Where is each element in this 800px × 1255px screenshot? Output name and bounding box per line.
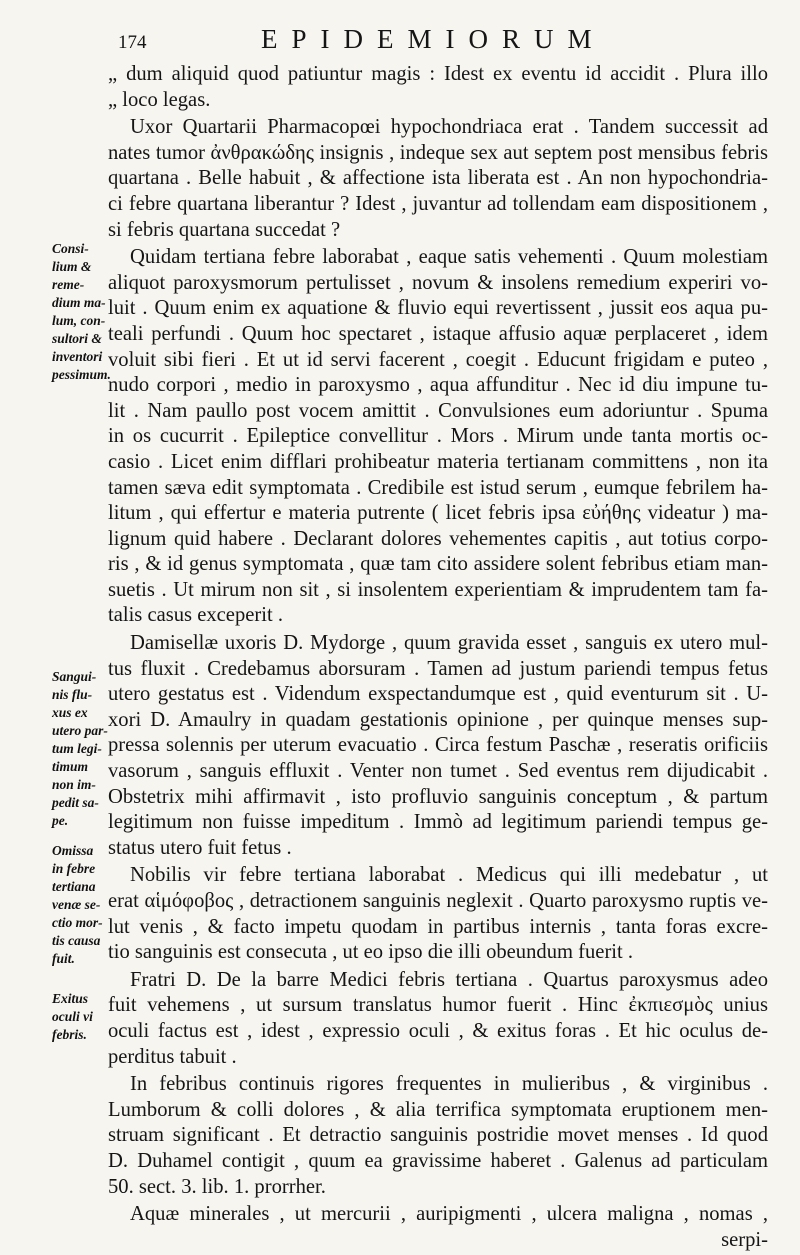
text-line: Quidam tertiana febre laborabat , eaque satis vehementi . Quum molestiam bbox=[130, 246, 768, 269]
text-line: Aquæ minerales , ut mercurii , auripigmenti , ulcera maligna , nomas , bbox=[130, 1203, 768, 1226]
text-line: aliquot paroxysmorum pertulisset , novum & insolens remedium experiri vo- bbox=[108, 271, 768, 294]
text-line: nudo corpori , medio in paroxysmo , aqua affunditur . Nec id diu impune tu- bbox=[108, 374, 768, 397]
text-line: talis casus exceperit . bbox=[108, 604, 283, 627]
paragraph-p4 bbox=[108, 631, 768, 861]
text-line: D. Duhamel contigit , quum ea gravissime haberet . Galenus ad particulam bbox=[108, 1149, 768, 1172]
text-line: ris , & id genus symptomata , quæ tam cito assidere solent febribus etiam man- bbox=[108, 553, 768, 576]
text-line: tus fluxit . Credebamus aborsuram . Tamen ad justum pariendi tempus fetus bbox=[108, 657, 768, 680]
text-line: xori D. Amaulry in quadam gestationis opinione , per quinque menses sup- bbox=[108, 708, 768, 731]
text-line: oculi factus est , idest , expressio oculi , & exitus foras . Et hic oculus de- bbox=[108, 1019, 768, 1042]
text-line: Damisellæ uxoris D. Mydorge , quum gravida esset , sanguis ex utero mul- bbox=[130, 632, 768, 655]
text-line: utero gestatus est . Videndum exspectandumque est , quid eventurum sit . U- bbox=[108, 683, 768, 706]
margin-note-line: sultori & bbox=[52, 331, 102, 346]
text-line: serpi- bbox=[721, 1228, 768, 1251]
text-line: perditus tabuit . bbox=[108, 1045, 237, 1068]
margin-note-line: Sangui- bbox=[52, 669, 97, 684]
body-text bbox=[108, 62, 768, 1255]
margin-note-line: tum legi- bbox=[52, 741, 102, 756]
text-line: pressa solennis per uterum evacuatio . Circa festum Paschæ , reseratis orificiis bbox=[108, 734, 768, 757]
margin-note-line: timum bbox=[52, 759, 89, 774]
text-line: lignum quid habere . Declarant dolores vehementes capitis , aut totius corpo- bbox=[108, 527, 768, 550]
text-line: Lumborum & colli dolores , & alia terrifica symptomata eruptionem men- bbox=[108, 1098, 768, 1121]
margin-note-line: febris. bbox=[52, 1027, 87, 1042]
paragraph-p3 bbox=[108, 245, 768, 629]
text-line: „ dum aliquid quod patiuntur magis : Idest ex eventu id accidit . Plura illo bbox=[108, 63, 768, 85]
page-header bbox=[118, 24, 760, 60]
margin-note-line: pessimum. bbox=[52, 367, 111, 382]
text-line: voluit sibi fieri . Et ut id servi facerent , coegit . Educunt frigidam e puteo , bbox=[108, 348, 768, 371]
text-line: Obstetrix mihi affirmavit , isto profluvio sanguinis conceptum , & partum bbox=[108, 785, 768, 808]
text-line: litum , qui effertur e materia putrente ( licet febris ipsa εὐήθης videatur ) ma- bbox=[108, 502, 768, 525]
margin-note-line: Consi- bbox=[52, 241, 89, 256]
paragraph-p8 bbox=[108, 1202, 768, 1253]
text-line: Nobilis vir febre tertiana laborabat . Medicus qui illi medebatur , ut bbox=[130, 864, 768, 887]
text-line: legitimum non fuisse impeditum . Immò ad legitimum pariendi tempus ge- bbox=[108, 811, 768, 834]
text-line: casio . Licet enim difflari prohibeatur materia tertianam committens , non ita bbox=[108, 450, 768, 473]
margin-note-line: inventori bbox=[52, 349, 103, 364]
paragraph-p6 bbox=[108, 968, 768, 1070]
text-line: lit . Nam paullo post vocem amittit . Convulsiones eum adoriuntur . Spuma bbox=[108, 399, 768, 422]
margin-note-line: Omissa bbox=[52, 843, 94, 858]
text-line: vasorum , sanguis effluxit . Venter non tumet . Sed eventus rem dijudicabit . bbox=[108, 760, 768, 783]
margin-note-line: lum, con- bbox=[52, 313, 106, 328]
text-line: suetis . Ut mirum non sit , si insolentem experientiam & imprudentem tam fa- bbox=[108, 578, 768, 601]
margin-note-line: pedit sa- bbox=[52, 795, 99, 810]
text-line: struam significant . Et detractio sanguinis postridie movet menses . Id quod bbox=[108, 1124, 768, 1147]
margin-note-line: in febre bbox=[52, 861, 96, 876]
text-line: in os cucurrit . Epileptice convellitur . Mors . Mirum unde tanta mortis oc- bbox=[108, 425, 768, 448]
margin-note-line: tis causa bbox=[52, 933, 101, 948]
text-line: Fratri D. De la barre Medici febris tertiana . Quartus paroxysmus adeo bbox=[130, 968, 768, 991]
paragraph-p2 bbox=[108, 115, 768, 243]
text-line: Uxor Quartarii Pharmacopœi hypochondriaca erat . Tandem successit ad bbox=[130, 116, 768, 139]
margin-note-line: xus ex bbox=[52, 705, 88, 720]
text-line: ci febre quartana liberantur ? Idest , juvantur ad tollendam eam dispositionem , bbox=[108, 192, 768, 215]
margin-note-line: oculi vi bbox=[52, 1009, 93, 1024]
text-line: 50. sect. 3. lib. 1. prorrher. bbox=[108, 1175, 326, 1198]
margin-note-line: reme- bbox=[52, 277, 85, 292]
margin-note-line: Exitus bbox=[52, 991, 89, 1006]
margin-note-line: ctio mor- bbox=[52, 915, 103, 930]
text-line: quartana . Belle habuit , & affectione ista liberata est . An non hypochondria- bbox=[108, 167, 768, 190]
text-line: teali perfundi . Quum hoc spectaret , istaque affusio aquæ perplaceret , idem bbox=[108, 322, 768, 345]
running-head: EPIDEMIORUM bbox=[260, 24, 606, 54]
margin-note-line: pe. bbox=[52, 813, 69, 828]
text-line: nates tumor ἀνθρακώδης insignis , indeque sex aut septem post mensibus febris bbox=[108, 141, 768, 164]
paragraph-p1 bbox=[108, 62, 768, 113]
margin-note-line: utero par- bbox=[52, 723, 108, 738]
margin-note-sanguinis bbox=[52, 668, 110, 830]
margin-note-omissa bbox=[52, 842, 110, 968]
text-line: si febris quartana succedat ? bbox=[108, 218, 341, 241]
text-line: tamen sæva edit symptomata . Credibile est istud serum , eumque febrilem ha- bbox=[108, 476, 768, 499]
margin-note-line: venæ se- bbox=[52, 897, 101, 912]
text-line: „ loco legas. bbox=[108, 88, 211, 111]
text-line: luit . Quum enim ex aquatione & fluvio equi revertissent , jussit eos aqua pu- bbox=[108, 297, 768, 320]
text-line: tio sanguinis est consecuta , ut eo ipso die illi obeundum fuerit . bbox=[108, 941, 634, 964]
text-line: fuit vehemens , ut sursum translatus humor fuerit . Hinc ἐκπιεσμὸς unius bbox=[108, 994, 768, 1017]
text-line: In febribus continuis rigores frequentes in mulieribus , & virginibus . bbox=[130, 1073, 768, 1096]
margin-note-consilium bbox=[52, 240, 110, 384]
margin-note-exitus bbox=[52, 990, 110, 1044]
text-line: erat αἱμόφοβος , detractionem sanguinis neglexit . Quarto paroxysmo ruptis ve- bbox=[108, 890, 768, 912]
margin-note-line: lium & bbox=[52, 259, 92, 274]
margin-note-line: dium ma- bbox=[52, 295, 106, 310]
margin-note-line: non im- bbox=[52, 777, 96, 792]
page-number: 174 bbox=[118, 32, 147, 53]
text-line: lut venis , & facto impetu quodam in partibus internis , tanta foras excre- bbox=[108, 915, 768, 938]
margin-note-line: tertiana bbox=[52, 879, 96, 894]
margin-note-line: nis flu- bbox=[52, 687, 93, 702]
paragraph-p5 bbox=[108, 863, 768, 965]
margin-note-line: fuit. bbox=[52, 951, 75, 966]
text-line: status utero fuit fetus . bbox=[108, 836, 292, 859]
paragraph-p7 bbox=[108, 1072, 768, 1200]
